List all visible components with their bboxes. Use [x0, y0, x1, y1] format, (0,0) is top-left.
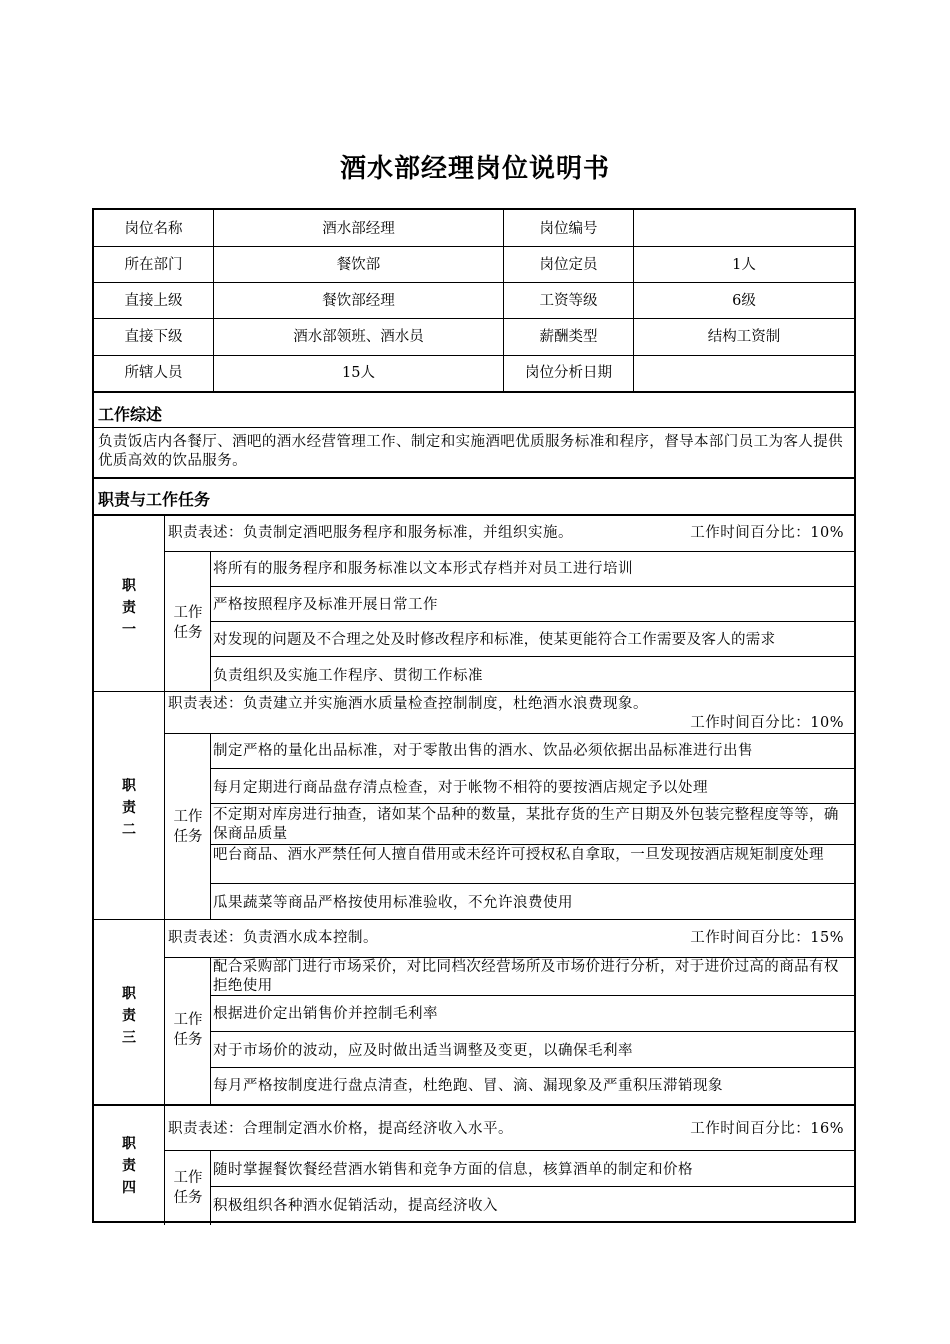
value-department: 餐饮部 [336, 257, 381, 273]
duty-2-statement: 职责表述：负责建立并实施酒水质量检查控制制度，杜绝酒水浪费现象。 [168, 696, 648, 712]
duty-2-task-5: 瓜果蔬菜等商品严格按使用标准验收，不允许浪费使用 [213, 895, 573, 911]
duty-3-task-4: 每月严格按制度进行盘点清查，杜绝跑、冒、滴、漏现象及严重积压滞销现象 [213, 1078, 723, 1094]
duty-1-statement: 职责表述：负责制定酒吧服务程序和服务标准，并组织实施。 [168, 525, 573, 541]
duty-2-task-label: 工作 任务 [173, 809, 203, 845]
duty-3-task-label: 工作 任务 [173, 1012, 203, 1048]
label-direct-superior: 直接上级 [124, 293, 183, 309]
value-position-name: 酒水部经理 [322, 221, 395, 237]
job-description-table [92, 208, 856, 1223]
duty-1-percent: 工作时间百分比：10% [690, 525, 844, 541]
label-department: 所在部门 [124, 257, 183, 273]
label-direct-subordinates: 直接下级 [124, 329, 183, 345]
duty-3-task-2: 根据进价定出销售价并控制毛利率 [213, 1006, 438, 1022]
page-title: 酒水部经理岗位说明书 [339, 154, 610, 184]
label-pay-type: 薪酬类型 [539, 329, 598, 345]
duty-2-task-3: 不定期对库房进行抽查，诸如某个品种的数量，某批存货的生产日期及外包装完整程度等等，确保商品质量 [213, 807, 839, 842]
duty-3-percent: 工作时间百分比：15% [690, 930, 844, 946]
duty-2-label: 职 责 二 [122, 778, 136, 838]
duty-1-task-label: 工作 任务 [173, 605, 203, 641]
duty-1-task-2: 严格按照程序及标准开展日常工作 [213, 597, 438, 613]
duty-2-task-4: 吧台商品、酒水严禁任何人擅自借用或未经许可授权私自拿取，一旦发现按酒店规矩制度处理 [213, 847, 824, 863]
value-direct-subordinates: 酒水部领班、酒水员 [293, 329, 424, 345]
summary-heading: 工作综述 [98, 405, 163, 424]
duty-3-label: 职 责 三 [122, 986, 136, 1046]
duty-2-task-2: 每月定期进行商品盘存清点检查，对于帐物不相符的要按酒店规定予以处理 [213, 780, 708, 796]
value-direct-superior: 餐饮部经理 [322, 293, 395, 309]
duty-4-task-2: 积极组织各种酒水促销活动，提高经济收入 [213, 1198, 498, 1214]
duty-4-task-label: 工作 任务 [173, 1170, 203, 1206]
duty-1-label: 职 责 一 [122, 578, 136, 638]
duty-4-percent: 工作时间百分比：16% [690, 1121, 844, 1137]
value-headcount: 1人 [732, 257, 756, 273]
duty-2-percent: 工作时间百分比：10% [690, 715, 844, 731]
duty-2-task-1: 制定严格的量化出品标准，对于零散出售的酒水、饮品必须依据出品标准进行出售 [213, 743, 753, 759]
duty-3-task-1: 配合采购部门进行市场采价，对比同档次经营场所及市场价进行分析，对于进价过高的商品有权拒绝使用 [213, 959, 839, 994]
duty-3-statement: 职责表述：负责酒水成本控制。 [168, 930, 378, 946]
label-headcount: 岗位定员 [539, 257, 598, 273]
label-position-number: 岗位编号 [539, 221, 598, 237]
value-pay-type: 结构工资制 [707, 329, 781, 345]
label-position-name: 岗位名称 [124, 221, 183, 237]
duty-1-task-3: 对发现的问题及不合理之处及时修改程序和标准，使某更能符合工作需要及客人的需求 [213, 632, 776, 648]
duty-1-task-4: 负责组织及实施工作程序、贯彻工作标准 [213, 668, 483, 684]
summary-text: 负责饭店内各餐厅、酒吧的酒水经营管理工作、制定和实施酒吧优质服务标准和程序，督导本部门员工为客人提供优质高效的饮品服务。 [98, 434, 843, 469]
duties-heading: 职责与工作任务 [98, 490, 211, 509]
duty-4-statement: 职责表述：合理制定酒水价格，提高经济收入水平。 [168, 1121, 513, 1137]
duty-4-label: 职 责 四 [122, 1136, 136, 1196]
value-staff-managed: 15人 [342, 365, 375, 381]
label-salary-grade: 工资等级 [539, 293, 598, 309]
duty-1-task-1: 将所有的服务程序和服务标准以文本形式存档并对员工进行培训 [213, 561, 633, 577]
duty-4-task-1: 随时掌握餐饮餐经营酒水销售和竞争方面的信息，核算酒单的制定和价格 [213, 1162, 693, 1178]
value-salary-grade: 6级 [732, 293, 756, 309]
label-analysis-date: 岗位分析日期 [525, 365, 612, 381]
duty-3-task-3: 对于市场价的波动，应及时做出适当调整及变更，以确保毛利率 [213, 1043, 633, 1059]
label-staff-managed: 所辖人员 [124, 365, 183, 381]
